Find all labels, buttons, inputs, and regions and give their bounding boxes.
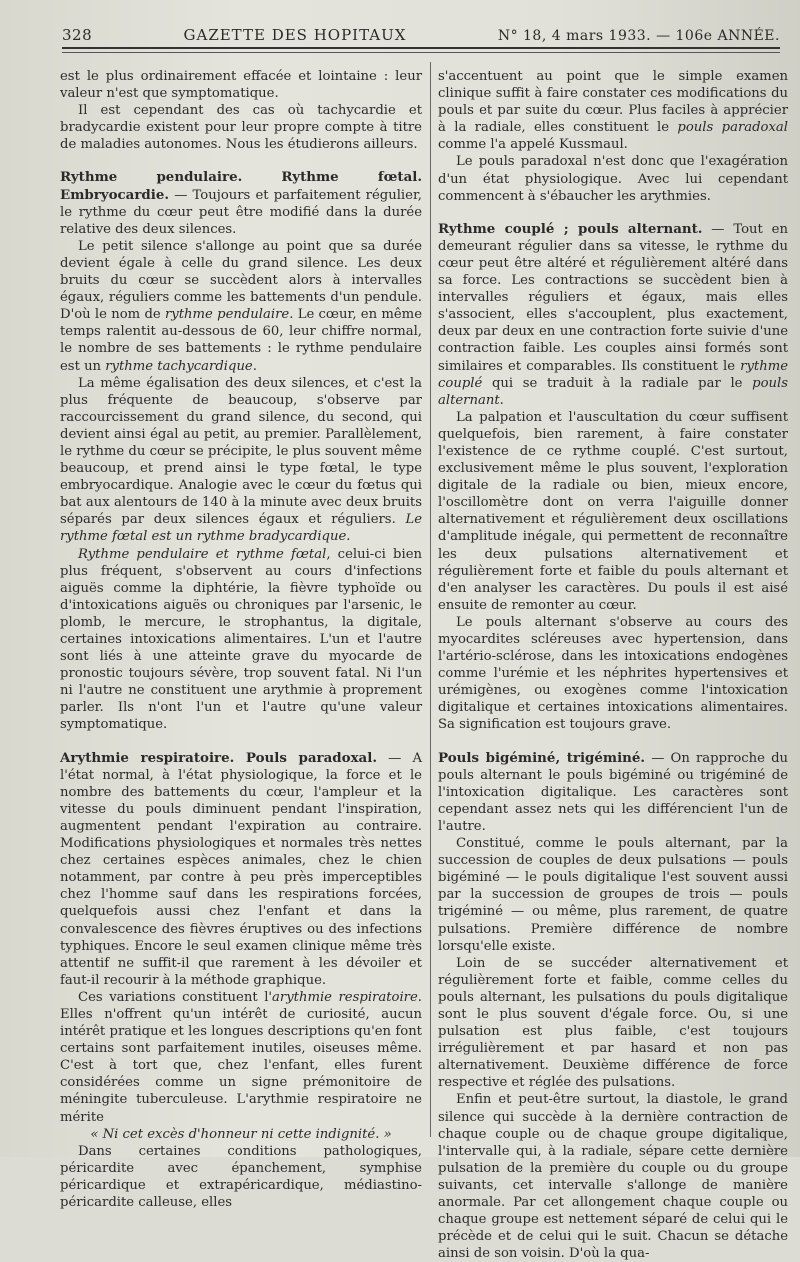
paragraph: Constitué, comme le pouls alternant, par la succession de couples de deux pulsations — pouls bigéminé — le pouls digitalique l'est souvent aussi par la succession de groupes de trois — pouls trigéminé — ou même, plus rarement, de quatre pulsations. Première différence de nombre lorsqu'elle existe. [438, 836, 788, 954]
paragraph [60, 375, 422, 546]
emphasis: pouls paradoxal [677, 120, 789, 136]
paragraph [60, 989, 422, 1126]
section-heading: Arythmie respiratoire. Pouls paradoxal. [60, 749, 377, 766]
section-heading: Rythme pendulaire. Rythme fœtal. Embryocardie. [60, 169, 422, 203]
text-run: . Elles n'offrent qu'un intérêt de curiosité, aucun intérêt pratique et les longues descriptions qu'en font certains sont parfaitement inutiles, oiseuses même. C'est à tort que, chez l'enfant, elles furent considérées comme un signe prémonitoire de méningite tuberculeuse. L'arythmie respiratoire ne mérite [60, 989, 422, 1125]
paragraph: Dans certaines conditions pathologiques, péricardite avec épanchement, symphise péricardique et extrapéricardique, médiastino-péricardite calleuse, elles [60, 1143, 422, 1210]
text-run: Ces variations constituent l' [78, 989, 273, 1005]
text-run: . Le cœur, en même temps ralentit au-dessous de 60, leur chiffre normal, le nombre de ses battements : le rythme pendulaire est un [60, 307, 422, 374]
paragraph-text: — Toujours et parfaitement régulier, le rythme du cœur peut être modifié dans la durée relative des deux silences. [60, 187, 422, 237]
text-run: qui se traduit à la radiale par le [482, 375, 753, 391]
emphasis: rythme pendulaire [164, 307, 290, 323]
emphasis: rythme couplé [438, 358, 788, 391]
left-column [60, 68, 422, 1210]
paragraph: Le pouls alternant s'observe au cours des myocardites scléreuses avec hypertension, dans l'artério-sclérose, dans les intoxications endogènes comme l'urémie et les néphrites hypertensives et urémigènes, ou exogènes comme l'intoxication digitalique et certaines intoxications alimentaires. Sa signification est toujours grave. [438, 614, 788, 733]
text-run: Le petit silence s'allonge au point que sa durée devient égale à celle du grand silence. Les deux bruits du cœur se succèdent alors à intervalles égaux, réguliers comme les battements d'un pendule. D'où le nom de [60, 238, 422, 323]
column-divider [430, 62, 431, 1137]
page-header [62, 16, 780, 44]
text-run: . [252, 358, 257, 374]
paragraph: Enfin et peut-être surtout, la diastole, le grand silence qui succède à la dernière contraction de chaque couple ou de chaque groupe digitalique, l'intervalle qui, à la radiale, sépare cette dernière pulsation de la première du couple ou du groupe suivants, cet intervalle s'allonge de manière anormale. Par cet allongement chaque couple ou chaque groupe est nettement séparé de celui qui le précède et de celui qui le suit. Chacun se détache ainsi de son voisin. D'où la qua- [438, 1092, 788, 1262]
text-run: — Tout en demeurant régulier dans sa vitesse, le rythme du cœur peut être altéré et régulièrement altéré dans sa force. Les contractions se succèdent bien à intervalles réguliers et égaux, mais elles s'associent, elles s'accouplent, plus exactement, deux par deux en une contraction forte suivie d'une contraction faible. Les couples ainsi formés sont similaires et comparables. Ils constituent le [438, 221, 788, 374]
paragraph: Le pouls paradoxal n'est donc que l'exagération d'un état physiologique. Avec lui cependant commencent à s'ébaucher les arythmies. [438, 154, 788, 204]
journal-title: GAZETTE DES HOPITAUX [183, 26, 407, 44]
paragraph [60, 238, 422, 375]
emphasis: Rythme pendulaire et rythme fœtal [78, 546, 327, 562]
paragraph-text: — A l'état normal, à l'état physiologique, la force et le nombre des battements du cœur, l'ampleur et la vitesse du pouls diminuent pendant l'inspiration, augmentent pendant l'expiration au contraire. Modifications physiologiques et normales très nettes chez certaines espèces animales, chez le chien notamment, par contre à peu près imperceptibles chez l'homme sauf dans les respirations forcées, quelquefois aussi chez l'enfant et dans la convalescence des fièvres éruptives ou des infections typhiques. Encore le seul examen clinique même très attentif ne suffit-il que rarement à les dévoiler et faut-il recourir à la méthode graphique. [60, 750, 422, 988]
paragraph: Loin de se succéder alternativement et régulièrement forte et faible, comme celles du pouls alternant, les pulsations du pouls digitalique sont le plus souvent d'égale force. Ou, si une pulsation est plus faible, c'est toujours irrégulièrement et par hasard et non pas alternativement. Deuxième différence de force respective et réglée des pulsations. [438, 955, 788, 1091]
paragraph [60, 546, 422, 734]
emphasis: Le rythme fœtal est un rythme bradycardique. [60, 512, 422, 545]
text-run: , celui-ci bien plus fréquent, s'observent au cours d'infections aiguës comme la diphtérie, la fièvre typhoïde ou d'intoxications aiguës ou chroniques par l'arsenic, le plomb, le mercure, le strophantus, la digitale, certaines intoxications alimentaires. L'un et l'autre sont liés à une atteinte grave du myocarde de pronostic toujours sévère, trop souvent fatal. Ni l'un ni l'autre ne constituent une arythmie à proprement parler. Ils n'ont l'un et l'autre qu'une valeur symptomatique. [60, 546, 422, 733]
text-run: . [499, 392, 504, 408]
right-column [438, 68, 789, 1262]
paragraph-text: — On rapproche du pouls alternant le pouls bigéminé ou trigéminé de l'intoxication digitalique. Les caractères sont cependant assez nets qui les différencient l'un de l'autre. [438, 750, 789, 834]
text-run: La même égalisation des deux silences, et c'est la plus fréquente de beaucoup, s'observe par raccourcissement du grand silence, du second, qui devient ainsi égal au petit, au premier. Parallèlement, le rythme du cœur se précipite, le plus souvent même beaucoup, et prend ainsi le type fœtal, le type embryocardique. Analogie avec le cœur du fœtus qui bat aux alentours de 140 à la minute avec deux bruits séparés par deux silences égaux et réguliers. [60, 375, 422, 528]
emphasis: pouls alternant [438, 375, 788, 408]
text-run: s'accentuent au point que le simple examen clinique suffit à faire constater ces modifications du pouls et par suite du cœur. Plus faciles à apprécier à la radiale, elles constituent le [438, 69, 788, 136]
paragraph: est le plus ordinairement effacée et lointaine : leur valeur n'est que symptomatique. [60, 69, 422, 102]
emphasis: arythmie respiratoire [272, 989, 418, 1005]
header-rule-thin [62, 52, 780, 53]
page-number: 328 [62, 26, 93, 44]
section-heading: Rythme couplé ; pouls alternant. [438, 220, 703, 237]
header-rule [62, 47, 780, 49]
section-heading: Pouls bigéminé, trigéminé. [438, 749, 646, 766]
paragraph: La palpation et l'auscultation du cœur suffisent quelquefois, bien rarement, à faire constater l'existence de ce rythme couplé. C'est surtout, exclusivement même le plus souvent, l'exploration digitale de la radiale ou bien, mieux encore, l'oscillomètre dont on verra l'aiguille donner alternativement et régulièrement deux oscillations d'amplitude inégale, qui permettent de reconnaître les deux pulsations alternativement et régulièrement forte et faible du pouls alternant et d'en analyser les caractères. Du pouls il est aisé ensuite de remonter au cœur. [438, 409, 788, 613]
paragraph: Il est cependant des cas où tachycardie et bradycardie existent pour leur propre compte à titre de maladies autonomes. Nous les étudierons ailleurs. [60, 103, 422, 153]
paragraph [438, 68, 788, 153]
emphasis: rythme tachycardique [105, 358, 253, 374]
text-run: comme l'a appelé Kussmaul. [438, 137, 628, 153]
issue-info: N° 18, 4 mars 1933. — 106e ANNÉE. [497, 28, 780, 44]
quotation: « Ni cet excès d'honneur ni cette indignité. » [90, 1126, 392, 1142]
